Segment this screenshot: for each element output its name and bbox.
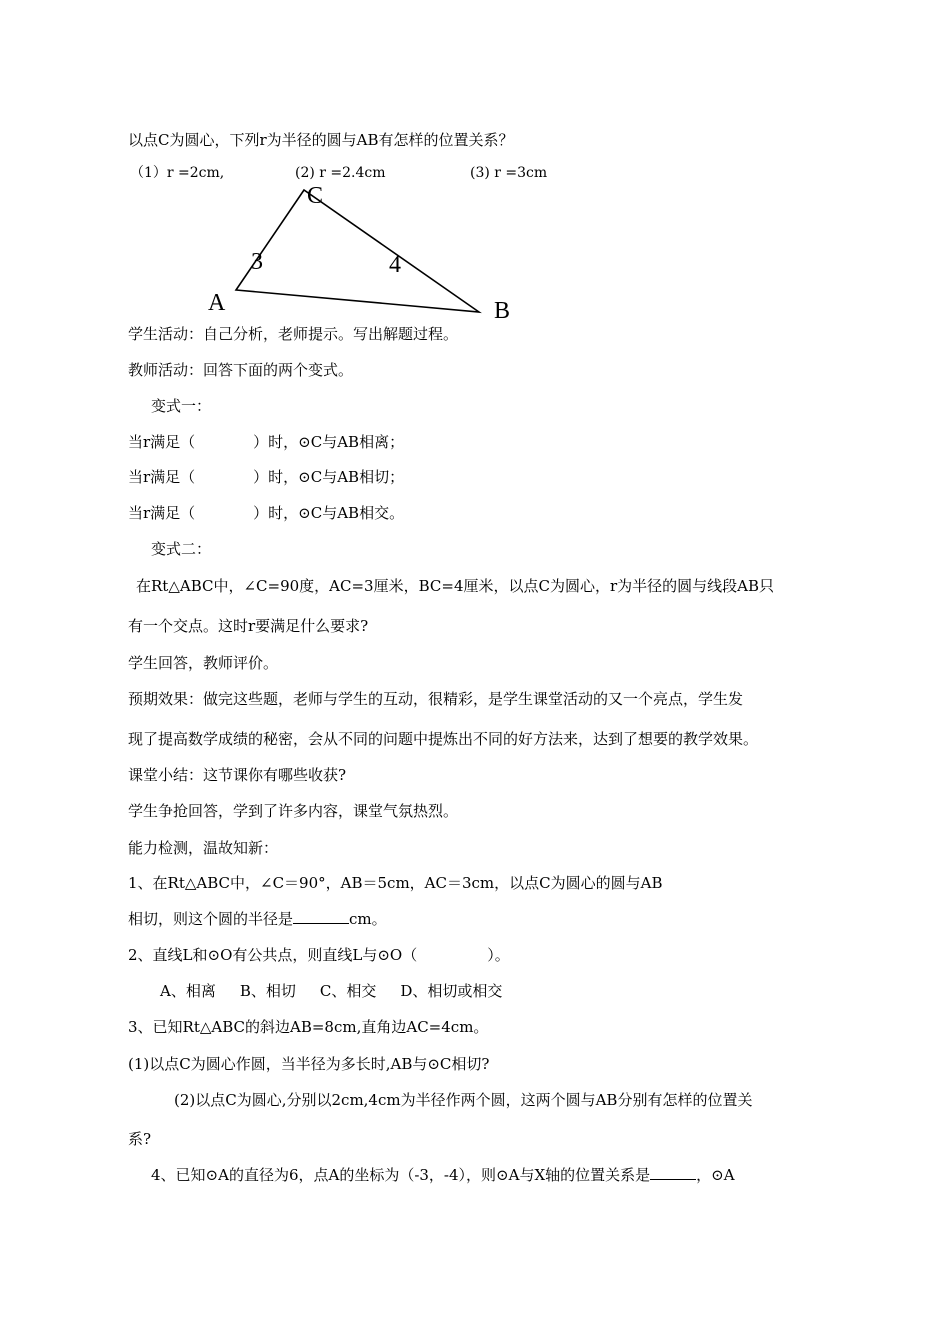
option-2: (2) r =2.4cm [295,165,386,181]
variant1-line2-post: ）时，⊙C与AB相切； [253,468,405,486]
question-2-choices [160,981,502,1001]
intro-question: 以点C为圆心，下列r为半径的圆与AB有怎样的位置关系？ [128,131,514,149]
triangle-diagram [0,0,950,340]
student-activity: 学生活动：自己分析，老师提示。写出解题过程。 [128,325,459,343]
option-3: (3) r =3cm [470,165,548,181]
question-3-part-2a: (2)以点C为圆心,分别以2cm,4cm为半径作两个圆，这两个圆与AB分别有怎样的位置关 [174,1091,753,1109]
teacher-activity: 教师活动：回答下面的两个变式。 [128,361,354,379]
question-4-pre: 4、已知⊙A的直径为6，点A的坐标为（-3，-4），则⊙A与X轴的位置关系是 [151,1166,651,1184]
vertex-c-label: C [307,183,324,209]
class-summary: 课堂小结：这节课你有哪些收获? [128,766,347,784]
triangle-abc [236,190,479,312]
answer-blank [293,909,349,924]
variant1-line2-pre: 当r满足（ [128,468,196,486]
variant2-title: 变式二： [151,540,212,558]
question-1-line1: 1、在Rt△ABC中，∠C＝90°，AB＝5cm，AC＝3cm，以点C为圆心的圆与AB [128,874,663,892]
question-3-part-2b: 系? [128,1130,152,1148]
choice-b: B、相切 [239,982,296,1000]
variant2-text1: 在Rt△ABC中，∠C=90度，AC=3厘米，BC=4厘米，以点C为圆心，r为半径的圆与线段AB只 [136,577,774,595]
variant1-title: 变式一： [151,397,212,415]
ability-check: 能力检测，温故知新： [128,839,279,857]
variant1-line3 [128,503,404,523]
question-2-post: ）。 [487,946,510,964]
variant1-line1 [128,432,404,452]
vertex-a-label: A [208,290,226,316]
variant2-text2: 有一个交点。这时r要满足什么要求? [128,617,369,635]
variant1-line2 [128,467,404,487]
question-3: 3、已知Rt△ABC的斜边AB=8cm,直角边AC=4cm。 [128,1018,489,1036]
answer-blank [650,1165,696,1180]
question-1-pre: 相切，则这个圆的半径是 [128,910,294,928]
side-ac-label: 3 [251,249,263,275]
question-4 [151,1165,735,1185]
expected-effect-2: 现了提高数学成绩的秘密，会从不同的问题中提炼出不同的好方法来，达到了想要的教学效果。 [128,730,759,748]
option-1: （1）r =2cm, [130,165,225,181]
vertex-b-label: B [494,298,511,324]
expected-effect-1: 预期效果：做完这些题，老师与学生的互动，很精彩，是学生课堂活动的又一个亮点，学生发 [128,690,744,708]
choice-c: C、相交 [319,982,377,1000]
variant1-line3-post: ）时，⊙C与AB相交。 [253,504,405,522]
question-1-post: cm。 [349,910,387,928]
question-4-post: ，⊙A [696,1166,735,1184]
question-2 [128,945,510,965]
question-1-line2 [128,909,387,929]
choice-d: D、相切或相交 [400,982,503,1000]
variant1-line1-post: ）时，⊙C与AB相离； [253,433,405,451]
student-answer: 学生回答，教师评价。 [128,654,279,672]
side-cb-label: 4 [389,252,401,278]
variant1-line3-pre: 当r满足（ [128,504,196,522]
summary-answer: 学生争抢回答，学到了许多内容，课堂气氛热烈。 [128,802,459,820]
question-3-part-1: (1)以点C为圆心作圆，当半径为多长时,AB与⊙C相切? [128,1055,490,1073]
variant1-line1-pre: 当r满足（ [128,433,196,451]
choice-a: A、相离 [160,982,216,1000]
question-2-pre: 2、直线L和⊙O有公共点，则直线L与⊙O（ [128,946,418,964]
